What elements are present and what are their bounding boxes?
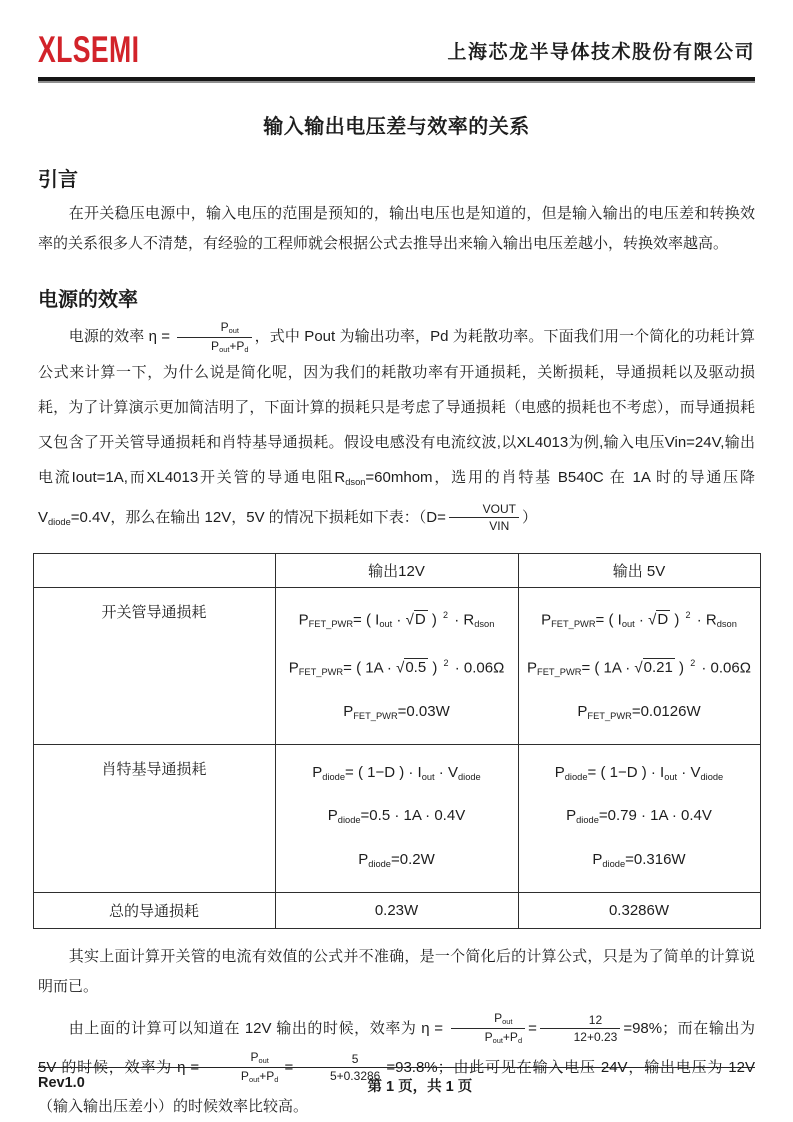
- formula-line: $P_{diode}=$ ( 1−D ) · $I_{out} \cdot V_{diode}$: [554, 763, 724, 782]
- diode-loss-label: 肖特基导通损耗: [33, 744, 275, 892]
- diode-loss-5v-cell: [518, 744, 760, 892]
- page-title: 输入输出电压差与效率的关系: [263, 116, 530, 139]
- header: [0, 0, 793, 77]
- table-header-output-5v: 输出 5V: [518, 553, 760, 587]
- conclusion-paragraph: 由上面的计算可以知道在 12V 输出的时候，效率为 η = $\frac{P_{out}}{P_{out}+P_d}$ = $\frac{12}{12+0.23}$ =98%；而在输出为 5V 的时候，效率为 η = $\frac{P_{out}}{P_{out}+P_d}$ = $\frac{5}{5+0.3286}$ =93.8%；由此可见在输入电压 24V，输出电压为 12V（输入输出压差小）的时候效率比较高。: [38, 1011, 755, 1115]
- loss-table: [33, 553, 761, 929]
- efficiency-paragraph: 电源的效率 η = $\frac{P_{out}}{P_{out}+P_d}$ ，式中 Pout 为输出功率，Pd 为耗散功率。下面我们用一个简化的功耗计算公式来计算一下，为什么说是简化呢，因为我们的耗散功率有开通损耗，关断损耗，导通损耗以及驱动损耗，为了计算演示更加简洁明了，下面计算的损耗只是考虑了导通损耗（电感的损耗也不考虑），而导通损耗又包含了开关管导通损耗和肖特基导通损耗。假设电感没有电流纹波,以XL4013为例,输入电压Vin=24V,输出电流Iout=1A,而XL4013开关管的导通电阻$R_{dson}=60mhom$，选用的肖特基 B540C 在 1A 时的导通压降$V_{diode}=0.4V$，那么在输出 12V，5V 的情况下损耗如下表：（D= $\frac{\text{VOUT}}{\text{VIN}}$ ）: [38, 319, 755, 534]
- fet-loss-12v-cell: [275, 587, 518, 744]
- formula-line: $P_{diode}=0.2W$: [358, 851, 435, 869]
- diode-loss-12v-cell: [275, 744, 518, 892]
- company-logo: XLSEMI: [38, 29, 140, 70]
- formula-line: $P_{diode}=0.316W$: [592, 851, 686, 869]
- header-rule: [38, 77, 755, 83]
- formula-line: $P_{FET\_PWR}=$ ( 1A · √0.5 ) $^2$ · 0.06Ω: [288, 657, 505, 677]
- intro-paragraph: 在开关稳压电源中，输入电压的范围是预知的，输出电压也是知道的，但是输入输出的电压差和转换效率的关系很多人不清楚，有经验的工程师就会根据公式去推导出来输入输出电压差越小，转换效率越高。: [38, 205, 755, 253]
- table-header-row: [33, 553, 760, 587]
- fet-loss-5v-cell: [518, 587, 760, 744]
- formula-line: $P_{diode}=$ ( 1−D ) · $I_{out} \cdot V_{diode}$: [312, 763, 481, 782]
- note-paragraph: 其实上面计算开关管的电流有效值的公式并不准确，是一个简化后的计算公式，只是为了简单的计算说明而已。: [38, 947, 755, 995]
- total-loss-label: 总的导通损耗: [33, 892, 275, 928]
- formula-line: $P_{diode}=0.5 \cdot 1A \cdot 0.4V$: [327, 807, 466, 826]
- revision-label: Rev1.0: [38, 1075, 85, 1091]
- formula-line: $P_{FET\_PWR}=$ ( $I_{out} \cdot √D$ ) $^2 \cdot R_{dson}$: [541, 609, 737, 629]
- table-row-total-loss: [33, 892, 760, 928]
- total-loss-5v-value: 0.3286W: [518, 892, 760, 928]
- footer: [38, 1067, 755, 1096]
- formula-line: $P_{FET\_PWR}=0.0126W$: [577, 702, 701, 721]
- formula-line: $P_{FET\_PWR}=0.03W$: [343, 702, 450, 721]
- company-name: 上海芯龙半导体技术股份有限公司: [447, 42, 755, 64]
- page-number: 第 1 页，共 1 页: [367, 1079, 473, 1095]
- table-row-diode-loss: [33, 744, 760, 892]
- section-heading-intro: 引言: [38, 169, 78, 192]
- table-row-fet-loss: [33, 587, 760, 744]
- formula-line: $P_{diode}=0.79 \cdot 1A \cdot 0.4V$: [566, 807, 712, 826]
- total-loss-12v-value: 0.23W: [275, 892, 518, 928]
- section-heading-efficiency: 电源的效率: [38, 289, 138, 312]
- formula-line: $P_{FET\_PWR}=$ ( 1A · √0.21 ) $^2$ · 0.06Ω: [527, 657, 751, 677]
- fet-loss-label: 开关管导通损耗: [33, 587, 275, 744]
- formula-line: $P_{FET\_PWR}=$ ( $I_{out} \cdot √D$ ) $^2 \cdot R_{dson}$: [298, 609, 495, 629]
- table-header-output-12v: 输出12V: [275, 553, 518, 587]
- table-header-empty: [33, 553, 275, 587]
